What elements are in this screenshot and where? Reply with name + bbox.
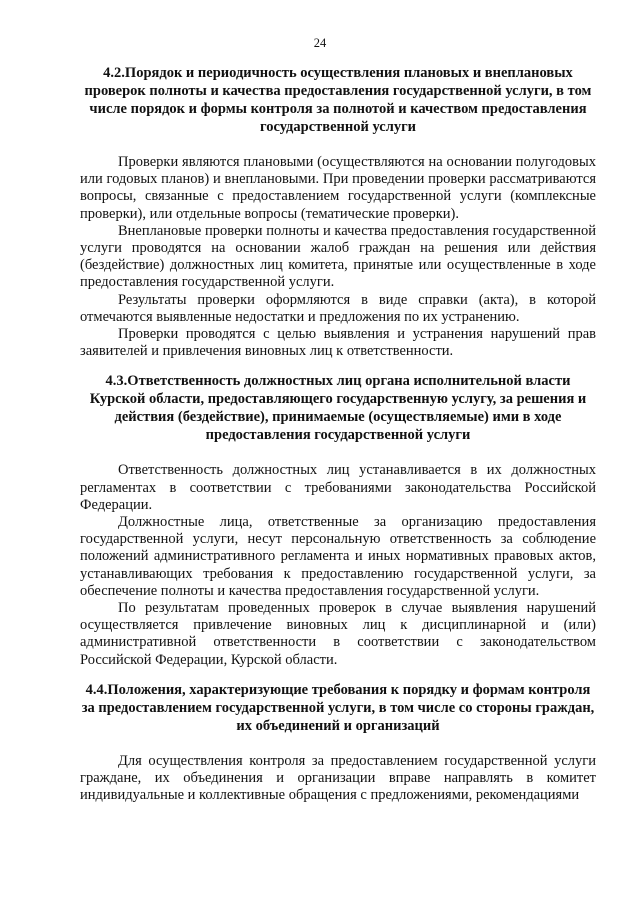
paragraph: Проверки проводятся с целью выявления и устранения нарушений прав заявителей и привлечения виновных лиц к ответственности. (80, 326, 596, 360)
section-4-3 (80, 372, 596, 668)
paragraph: По результатам проведенных проверок в случае выявления нарушений осуществляется привлечение виновных лиц к дисциплинарной и (или) административной ответственности в соответствии с законодательством Российской Федерации, Курской области. (80, 600, 596, 668)
paragraph: Должностные лица, ответственные за организацию предоставления государственной услуги, несут персональную ответственность за соблюдение положений административного регламента и иных нормативных правовых актов, устанавливающих требования к предоставлению государственной услуги, за обеспечение полноты и качества предоставления государственной услуги. (80, 514, 596, 599)
paragraph: Проверки являются плановыми (осуществляются на основании полугодовых или годовых планов) и внеплановыми. При проведении проверки рассматриваются вопросы, связанные с предоставлением государственной услуги (комплексные проверки), или отдельные вопросы (тематические проверки). (80, 154, 596, 222)
document-body (80, 64, 596, 804)
paragraph: Для осуществления контроля за предоставлением государственной услуги граждане, их объединения и организации вправе направлять в комитет индивидуальные и коллективные обращения с предложениями, рекомендациями (80, 752, 596, 804)
page-number: 24 (313, 36, 327, 50)
paragraph: Внеплановые проверки полноты и качества предоставления государственной услуги проводятся на основании жалоб граждан на решения или действия (бездействие) должностных лиц комитета, принятые или осуществленные в ходе предоставления государственной услуги. (80, 222, 596, 291)
section-4-2 (80, 64, 596, 360)
paragraph: Ответственность должностных лиц устанавливается в их должностных регламентах в соответствии с требованиями законодательства Российской Федерации. (80, 462, 596, 513)
section-heading: 4.4.Положения, характеризующие требования к порядку и формам контроля за предоставлением государственной услуги, в том числе со стороны граждан, их объединений и организаций (81, 681, 595, 734)
paragraph: Результаты проверки оформляются в виде справки (акта), в которой отмечаются выявленные недостатки и предложения по их устранению. (80, 291, 596, 325)
section-heading: 4.2.Порядок и периодичность осуществления плановых и внеплановых проверок полноты и качества предоставления государственной услуги, в том числе порядок и формы контроля за полнотой и качеством предоставления государственной услуги (84, 65, 592, 135)
section-4-4 (80, 681, 596, 805)
section-heading: 4.3.Ответственность должностных лиц органа исполнительной власти Курской области, предоставляющего государственную услугу, за решения и действия (бездействие), принимаемые (осуществляемые) ими в ходе предоставления государственной услуги (89, 373, 587, 444)
